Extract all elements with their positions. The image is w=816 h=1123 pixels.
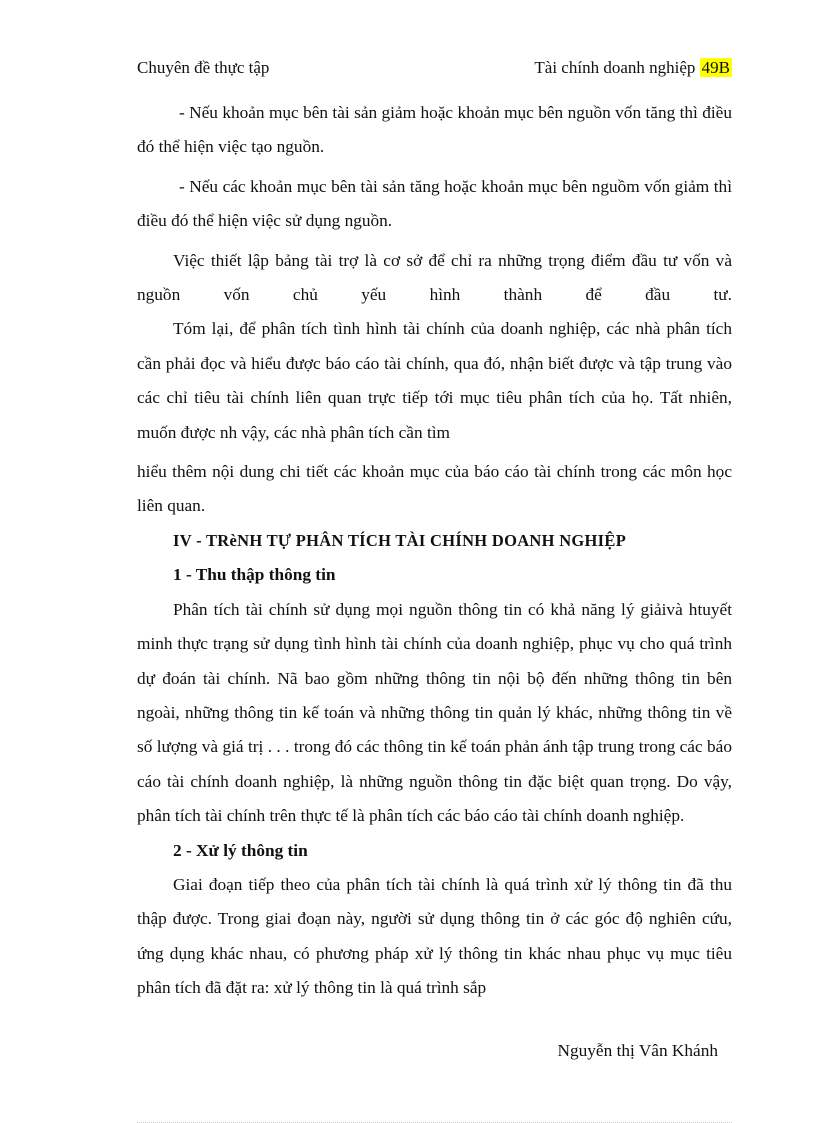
section-heading: IV - TRèNH TỰ PHÂN TÍCH TÀI CHÍNH DOANH NGHIỆP [173, 530, 627, 550]
paragraph-2: - Nếu các khoản mục bên tài sản tăng hoặc khoản mục bên nguồm vốn giảm thì điều đó thể hiện việc sử dụng nguồn. [137, 176, 732, 231]
document-body [137, 96, 732, 1006]
paragraph-7: Giai đoạn tiếp theo của phân tích tài chính là quá trình xử lý thông tin đã thu thập được. Trong giai đoạn này, người sử dụng thông tin ở các góc độ nghiên cứu, ứng dụng khác nhau, có phương pháp xử lý thông tin khác nhau phục vụ mục tiêu phân tích đã đặt ra: xử lý thông tin là quá trình sắp [137, 874, 732, 998]
paragraph-6: Phân tích tài chính sử dụng mọi nguồn thông tin có khả năng lý giảivà htuyết minh thực trạng sử dụng tình hình tài chính của doanh nghiệp, phục vụ cho quá trình dự đoán tài chính. Nã bao gồm những thông tin nội bộ đến những thông tin bên ngoài, những thông tin kế toán và những thông tin quản lý khác, những thông tin về số lượng và giá trị . . . trong đó các thông tin kế toán phản ánh tập trung trong các báo cáo tài chính doanh nghiệp, là những nguồn thông tin đặc biệt quan trọng. Do vậy, phân tích tài chính trên thực tế là phân tích các báo cáo tài chính doanh nghiệp. [137, 599, 732, 826]
footer-author: Nguyễn thị Vân Khánh [557, 1041, 718, 1060]
paragraph-4: Tóm lại, để phân tích tình hình tài chính của doanh nghiệp, các nhà phân tích cần phải đọc và hiểu được báo cáo tài chính, qua đó, nhận biết được và tập trung vào các chỉ tiêu tài chính liên quan trực tiếp tới mục tiêu phân tích của họ. Tất nhiên, muốn được nh vậy, các nhà phân tích cần tìm [137, 319, 732, 442]
paragraph-1: - Nếu khoản mục bên tài sản giảm hoặc khoản mục bên nguồn vốn tăng thì điều đó thể hiện việc tạo nguồn. [137, 103, 732, 157]
header-right [534, 58, 732, 78]
header-left: Chuyên đề thực tập [137, 58, 270, 77]
subheading-1: 1 - Thu thập thông tin [173, 565, 336, 585]
page-header [137, 58, 732, 78]
paragraph-5: hiểu thêm nội dung chi tiết các khoản mục của báo cáo tài chính trong các môn học liên quan. [137, 462, 732, 516]
header-highlight: 49B [701, 58, 730, 77]
subheading-2: 2 - Xử lý thông tin [173, 840, 308, 860]
header-right-text: Tài chính doanh nghiệp [534, 58, 696, 77]
paragraph-3: Việc thiết lập bảng tài trợ là cơ sở để chỉ ra những trọng điểm đầu tư vốn và nguồn vốn chủ yếu hình thành để đầu tư. [137, 250, 732, 305]
